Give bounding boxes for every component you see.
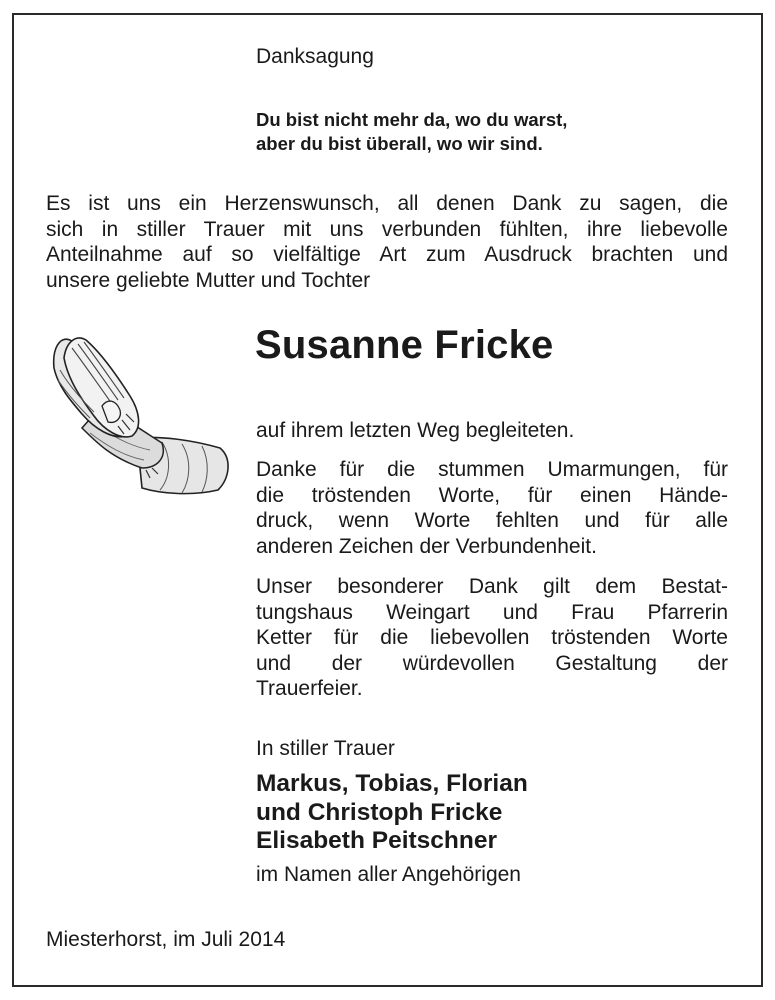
motto-line: aber du bist überall, wo wir sind. (256, 133, 543, 154)
motto-line: Du bist nicht mehr da, wo du warst, (256, 109, 568, 130)
thanks-paragraph (256, 457, 728, 559)
thanks-line: die tröstenden Worte, für einen Hände- (256, 483, 728, 507)
thanks-line: anderen Zeichen der Verbundenheit. (256, 534, 597, 558)
praying-hands-icon (42, 318, 242, 528)
family-name-line: Markus, Tobias, Florian (256, 770, 528, 797)
family-name-line: Elisabeth Peitschner (256, 827, 498, 854)
mourning-label: In stiller Trauer (256, 737, 395, 760)
intro-paragraph (46, 191, 728, 293)
special-thanks-paragraph (256, 574, 728, 702)
deceased-name: Susanne Fricke (255, 323, 554, 367)
intro-line: unsere geliebte Mutter und Tochter (46, 268, 371, 292)
intro-line: Es ist uns ein Herzenswunsch, all denen Dank zu sagen, die (46, 192, 728, 215)
special-thanks-line: und der würdevollen Gestaltung der (256, 651, 728, 675)
family-names (256, 770, 528, 856)
place-date: Miesterhorst, im Juli 2014 (46, 928, 286, 951)
last-way-text (256, 418, 728, 444)
intro-line: sich in stiller Trauer mit uns verbunden fühlten, ihre liebevolle (46, 217, 728, 241)
special-thanks-line: Ketter für die liebevollen tröstenden Worte (256, 626, 728, 650)
motto-quote (256, 108, 567, 156)
special-thanks-line: Trauerfeier. (256, 677, 363, 701)
on-behalf-text: im Namen aller Angehörigen (256, 863, 521, 886)
thanks-line: druck, wenn Worte fehlten und für alle (256, 509, 728, 533)
family-name-line: und Christoph Fricke (256, 798, 503, 826)
special-thanks-line: Unser besonderer Dank gilt dem Bestat- (256, 575, 728, 598)
notice-heading: Danksagung (256, 45, 374, 68)
intro-line: Anteilnahme auf so vielfältige Art zum Ausdruck brachten und (46, 243, 728, 267)
last-way-line: auf ihrem letzten Weg begleiteten. (256, 419, 575, 442)
special-thanks-line: tungshaus Weingart und Frau Pfarrerin (256, 600, 728, 624)
thanks-line: Danke für die stummen Umarmungen, für (256, 458, 728, 481)
